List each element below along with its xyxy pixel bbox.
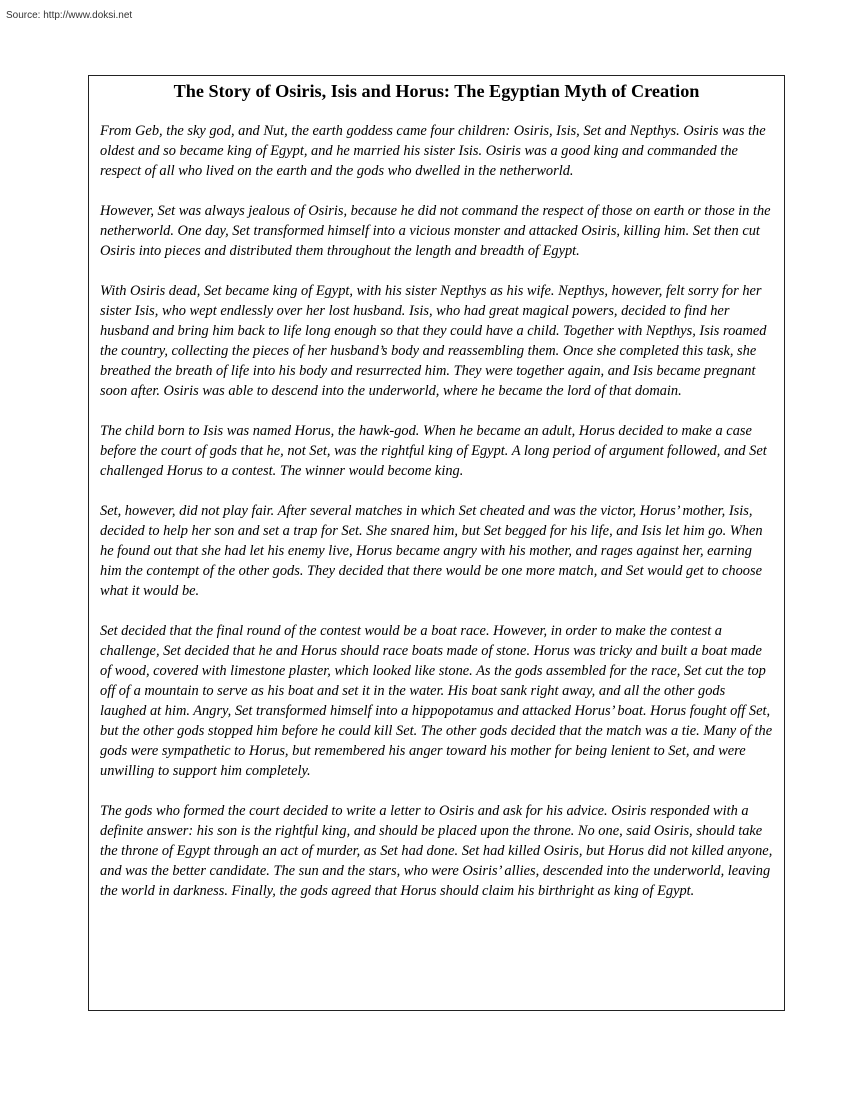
paragraph-5: Set, however, did not play fair. After several matches in which Set cheated and was the victor, Horus’ mother, Isis, decided to help her son and set a trap for Set. She snared him, but Set begged for his life, and Isis let him go. When he found out that she had let his enemy live, Horus became angry with his mother, and rages against her, earning him the contempt of the other gods. They decided that there would be one more match, and Set would get to choose what it would be.: [100, 503, 763, 599]
document-title: The Story of Osiris, Isis and Horus: The Egyptian Myth of Creation: [173, 81, 700, 101]
document-frame: [88, 75, 785, 1011]
source-url-label: Source: http://www.doksi.net: [6, 10, 133, 21]
document-body: [100, 121, 773, 901]
paragraph-2: However, Set was always jealous of Osiris, because he did not command the respect of those on earth or those in the netherworld. One day, Set transformed himself into a vicious monster and attacked Osiris, killing him. Set then cut Osiris into pieces and distributed them throughout the length and breadth of Egypt.: [100, 203, 771, 259]
paragraph-6: Set decided that the final round of the contest would be a boat race. However, in order to make the contest a challenge, Set decided that he and Horus should race boats made of stone. Horus was tricky and built a boat made of wood, covered with limestone plaster, which looked like stone. As the gods assembled for the race, Set cut the top off of a mountain to serve as his boat and set it in the water. His boat sank right away, and all the other gods laughed at him. Angry, Set transformed himself into a hippopotamus and attacked Horus’ boat. Horus fought off Set, but the other gods stopped him before he could kill Set. The other gods decided that the match was a tie. Many of the gods were sympathetic to Horus, but remembered his anger toward his mother for being lenient to Set, and were unwilling to support him completely.: [100, 623, 773, 779]
paragraph-3: With Osiris dead, Set became king of Egypt, with his sister Nepthys as his wife. Nepthys, however, felt sorry for her sister Isis, who wept endlessly over her lost husband. Isis, who had great magical powers, decided to find her husband and bring him back to life long enough so that they could have a child. Together with Nepthys, Isis roamed the country, collecting the pieces of her husband’s body and reassembling them. Once she completed this task, she breathed the breath of life into his body and resurrected him. They were together again, and Isis became pregnant soon after. Osiris was able to descend into the underworld, where he became the lord of that domain.: [100, 283, 767, 399]
paragraph-4: The child born to Isis was named Horus, the hawk-god. When he became an adult, Horus decided to make a case before the court of gods that he, not Set, was the rightful king of Egypt. A long period of argument followed, and Set challenged Horus to a contest. The winner would become king.: [100, 423, 767, 479]
paragraph-7: The gods who formed the court decided to write a letter to Osiris and ask for his advice. Osiris responded with a definite answer: his son is the rightful king, and should be placed upon the throne. No one, said Osiris, should take the throne of Egypt through an act of murder, as Set had done. Set had killed Osiris, but Horus did not killed anyone, and was the better candidate. The sun and the stars, who were Osiris’ allies, descended into the underworld, leaving the world in darkness. Finally, the gods agreed that Horus should claim his birthright as king of Egypt.: [100, 803, 773, 899]
paragraph-1: From Geb, the sky god, and Nut, the earth goddess came four children: Osiris, Isis, Set and Nepthys. Osiris was the oldest and so became king of Egypt, and he married his sister Isis. Osiris was a good king and commanded the respect of all who lived on the earth and the gods who dwelled in the netherworld.: [100, 123, 766, 179]
